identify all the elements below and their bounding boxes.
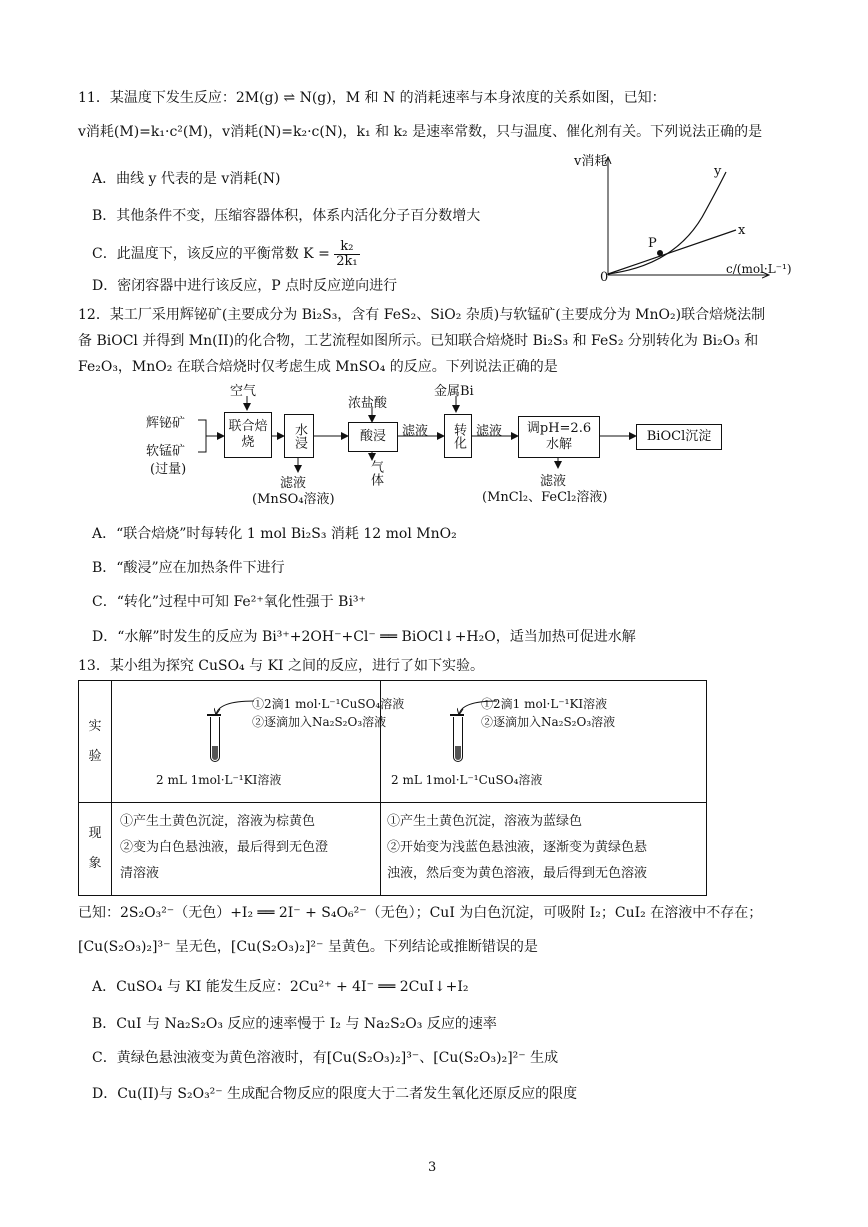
left-step2: ②逐滴加入Na₂S₂O₃溶液 xyxy=(252,715,387,729)
q11-fraction-numerator: k₂ xyxy=(334,240,359,255)
flow-bi-label: 金属Bi xyxy=(434,384,474,399)
flow-step-water-leach: 水浸 xyxy=(284,414,314,458)
flow-arrow1-label: 滤液 xyxy=(402,424,429,439)
q12-flowchart xyxy=(140,380,770,510)
flow-input-excess-note: (过量) xyxy=(150,462,187,477)
q11-option-c-fraction xyxy=(334,240,359,269)
q13-option-b: B．CuI 与 Na₂S₂O₃ 反应的速率慢于 I₂ 与 Na₂S₂O₃ 反应的速率 xyxy=(92,1016,497,1032)
q13-stem: 13．某小组为探究 CuSO₄ 与 KI 之间的反应，进行了如下实验。 xyxy=(78,658,485,674)
right-tube-label: 2 mL 1mol·L⁻¹CuSO₄溶液 xyxy=(391,773,543,787)
q12-stem-line2: 备 BiOCl 并得到 Mn(II)的化合物，工艺流程如图所示。已知联合焙烧时 Bi₂S₃ 和 FeS₂ 分别转化为 Bi₂O₃ 和 xyxy=(78,333,759,349)
q11-option-a: A．曲线 y 代表的是 v消耗(N) xyxy=(92,171,281,187)
q13-row-head-phenomenon: 现象 xyxy=(79,803,112,896)
flow-step-conversion: 转化 xyxy=(444,414,472,458)
q13-option-d: D．Cu(II)与 S₂O₃²⁻ 生成配合物反应的限度大于二者发生氧化还原反应的限度 xyxy=(92,1086,578,1102)
flow-filtrate2-note: (MnCl₂、FeCl₂溶液) xyxy=(482,490,608,505)
left-obs-2: ②变为白色悬浊液，最后得到无色澄 xyxy=(120,840,329,855)
q13-right-observation xyxy=(381,803,707,896)
right-test-tube-icon xyxy=(453,717,463,762)
flow-filtrate2-label: 滤液 xyxy=(540,474,567,489)
page-number: 3 xyxy=(428,1160,437,1175)
q13-left-experiment-cell xyxy=(112,681,405,803)
flow-step-roasting: 联合焙烧 xyxy=(224,412,272,458)
q11-stem-line2: v消耗(M)=k₁·c²(M)，v消耗(N)=k₂·c(N)，k₁ 和 k₂ 是速率常数，只与温度、催化剂有关。下列说法正确的是 xyxy=(78,124,763,140)
flow-step-hydrolysis-line1: 调pH=2.6 xyxy=(526,421,592,436)
right-obs-1: ①产生土黄色沉淀，溶液为蓝绿色 xyxy=(387,814,583,829)
flow-filtrate1-note: (MnSO₄溶液) xyxy=(252,492,335,507)
q11-stem-line1: 11．某温度下发生反应：2M(g) ⇌ N(g)，M 和 N 的消耗速率与本身浓度的关系如图，已知： xyxy=(78,90,666,106)
flow-step-acid-leach: 酸浸 xyxy=(348,422,398,452)
left-tube-label: 2 mL 1mol·L⁻¹KI溶液 xyxy=(156,773,282,787)
q13-row-head-experiment: 实验 xyxy=(79,681,112,803)
q11-curve-y-label: y xyxy=(714,164,722,179)
right-obs-2: ②开始变为浅蓝色悬浊液，逐渐变为黄绿色悬 xyxy=(387,840,648,855)
flow-step-hydrolysis xyxy=(518,416,600,458)
flow-filtrate1-label: 滤液 xyxy=(280,476,307,491)
flow-gas-label: 气体 xyxy=(368,460,383,486)
q11-graph xyxy=(568,150,798,290)
flow-step-hydrolysis-line2: 水解 xyxy=(545,437,572,452)
flow-arrow2-label: 滤液 xyxy=(476,424,503,439)
q13-option-c: C．黄绿色悬浊液变为黄色溶液时，有[Cu(S₂O₃)₂]³⁻、[Cu(S₂O₃)₂]²⁻ 生成 xyxy=(92,1050,559,1066)
left-step1: ①2滴1 mol·L⁻¹CuSO₄溶液 xyxy=(252,697,405,711)
q12-option-d: D．“水解”时发生的反应为 Bi³⁺+2OH⁻+Cl⁻ ══ BiOCl↓+H₂O，适当加热可促进水解 xyxy=(92,629,636,645)
q11-curve-x-label: x xyxy=(738,223,746,238)
q13-right-experiment-cell xyxy=(381,681,707,803)
left-obs-1: ①产生土黄色沉淀，溶液为棕黄色 xyxy=(120,814,316,829)
q12-stem-line1: 12．某工厂采用辉铋矿(主要成分为 Bi₂S₃，含有 FeS₂、SiO₂ 杂质)与软锰矿(主要成分为 MnO₂)联合焙烧法制 xyxy=(78,307,766,323)
q13-known-line2: [Cu(S₂O₃)₂]³⁻ 呈无色，[Cu(S₂O₃)₂]²⁻ 呈黄色。下列结论或推断错误的是 xyxy=(78,939,538,955)
q11-point-p xyxy=(657,250,663,256)
q11-x-axis-label: c/(mol·L⁻¹) xyxy=(726,262,792,276)
q11-y-axis-label: v消耗 xyxy=(574,154,608,169)
q13-known-line1: 已知：2S₂O₃²⁻（无色）+I₂ ══ 2I⁻ + S₄O₆²⁻（无色）；CuI 为白色沉淀，可吸附 I₂；CuI₂ 在溶液中不存在； xyxy=(78,905,763,921)
flow-hcl-label: 浓盐酸 xyxy=(348,396,388,411)
q11-origin-label: 0 xyxy=(600,270,609,285)
right-step2: ②逐滴加入Na₂S₂O₃溶液 xyxy=(481,715,616,729)
left-test-tube-icon xyxy=(210,717,220,762)
q11-option-b: B．其他条件不变，压缩容器体积，体系内活化分子百分数增大 xyxy=(92,208,481,224)
q11-option-c-text: C．此温度下，该反应的平衡常数 K = xyxy=(92,246,330,262)
q11-option-c xyxy=(92,236,360,272)
q11-point-p-label: P xyxy=(648,236,657,251)
flow-input-bismuthinite: 辉铋矿 xyxy=(146,416,186,431)
left-obs-3: 清溶液 xyxy=(120,866,160,881)
flow-product-biocl: BiOCl沉淀 xyxy=(636,424,722,450)
q12-stem-line3: Fe₂O₃，MnO₂ 在联合焙烧时仅考虑生成 MnSO₄ 的反应。下列说法正确的是 xyxy=(78,359,558,375)
q13-option-a: A．CuSO₄ 与 KI 能发生反应：2Cu²⁺ + 4I⁻ ══ 2CuI↓+I₂ xyxy=(92,979,469,995)
q11-fraction-denominator: 2k₁ xyxy=(336,253,358,269)
q12-option-b: B．“酸浸”应在加热条件下进行 xyxy=(92,560,285,576)
q11-curve-y xyxy=(608,172,726,274)
flow-air-label: 空气 xyxy=(230,384,257,399)
q12-option-c: C．“转化”过程中可知 Fe²⁺氧化性强于 Bi³⁺ xyxy=(92,594,366,610)
right-obs-3: 浊液，然后变为黄色溶液，最后得到无色溶液 xyxy=(387,866,648,881)
right-step1: ①2滴1 mol·L⁻¹KI溶液 xyxy=(481,697,608,711)
q11-line-x xyxy=(608,230,736,274)
flow-input-pyrolusite: 软锰矿 xyxy=(146,444,186,459)
q12-option-a: A．“联合焙烧”时每转化 1 mol Bi₂S₃ 消耗 12 mol MnO₂ xyxy=(92,526,457,542)
q11-option-d: D．密闭容器中进行该反应，P 点时反应逆向进行 xyxy=(92,278,398,294)
q13-left-observation xyxy=(112,803,381,896)
q13-experiment-table xyxy=(78,680,707,896)
